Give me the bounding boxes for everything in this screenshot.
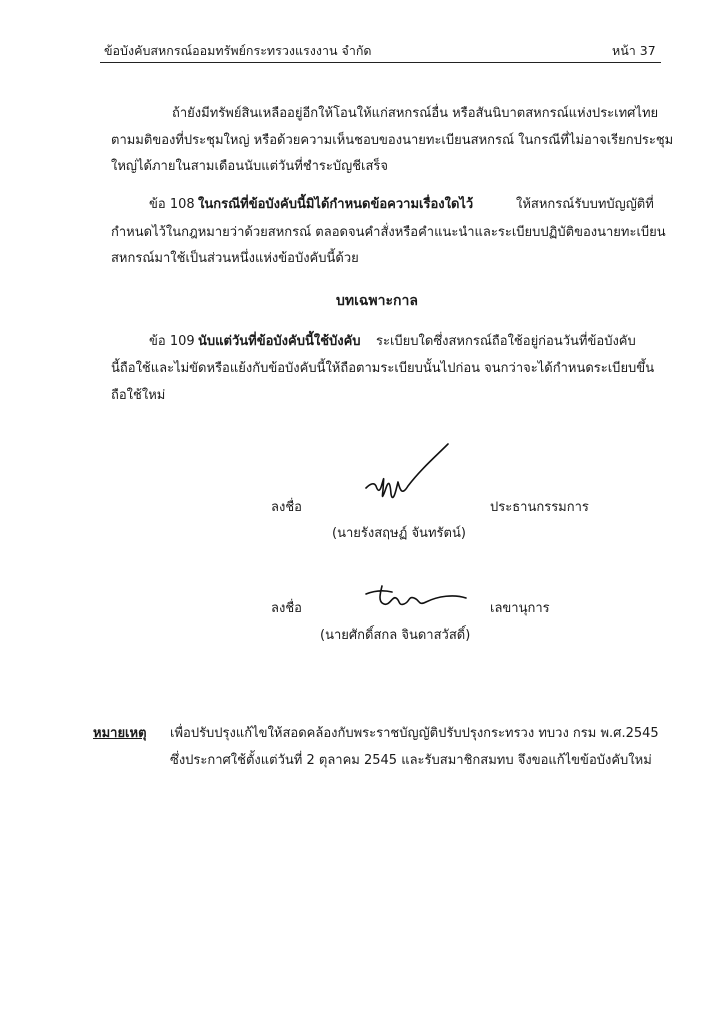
signature-2-handwriting bbox=[362, 580, 472, 616]
para1-line-2: ตามมติของที่ประชุมใหญ่ หรือด้วยความเห็นชอบของนายทะเบียนสหกรณ์ ในกรณีที่ไม่อาจเรียกประชุม bbox=[111, 133, 674, 148]
signature-2-label: ลงชื่อ bbox=[271, 601, 302, 616]
note-label: หมายเหตุ bbox=[93, 726, 147, 741]
section-108-line-3: สหกรณ์มาใช้เป็นส่วนหนึ่งแห่งข้อบังคับนี้ด้วย bbox=[111, 251, 359, 266]
signature-1-name: (นายรังสฤษฏ์ จันทรัตน์) bbox=[332, 526, 466, 541]
section-108-heading: ในกรณีที่ข้อบังคับนี้มิได้กำหนดข้อความเรื่องใดไว้ bbox=[198, 197, 474, 212]
section-109-heading: นับแต่วันที่ข้อบังคับนี้ใช้บังคับ bbox=[198, 334, 361, 349]
section-108-line-2: กำหนดไว้ในกฎหมายว่าด้วยสหกรณ์ ตลอดจนคำสั่งหรือคำแนะนำและระเบียบปฏิบัติของนายทะเบียน bbox=[111, 225, 666, 240]
page-number: หน้า 37 bbox=[612, 43, 656, 58]
signature-2-position: เลขานุการ bbox=[490, 601, 550, 616]
note-line-2: ซึ่งประกาศใช้ตั้งแต่วันที่ 2 ตุลาคม 2545 และรับสมาชิกสมทบ จึงขอแก้ไขข้อบังคับใหม่ bbox=[170, 753, 652, 768]
signature-1-position: ประธานกรรมการ bbox=[490, 500, 589, 515]
para1-line-1: ถ้ายังมีทรัพย์สินเหลืออยู่อีกให้โอนให้แก่สหกรณ์อื่น หรือสันนิบาตสหกรณ์แห่งประเทศไทย bbox=[172, 106, 659, 121]
signature-1-label: ลงชื่อ bbox=[271, 500, 302, 515]
header-rule bbox=[100, 62, 661, 63]
para1-line-3: ใหญ่ได้ภายในสามเดือนนับแต่วันที่ชำระบัญชีเสร็จ bbox=[111, 159, 389, 174]
chapter-title: บทเฉพาะกาล bbox=[336, 293, 418, 309]
section-108-number: ข้อ 108 bbox=[149, 197, 195, 212]
section-109-number: ข้อ 109 bbox=[149, 334, 195, 349]
signature-1-handwriting bbox=[360, 440, 460, 510]
section-109-line-1-rest: ระเบียบใดซึ่งสหกรณ์ถือใช้อยู่ก่อนวันที่ข้อบังคับ bbox=[376, 334, 636, 349]
signature-2-name: (นายศักดิ์สกล จินดาสวัสดิ์) bbox=[320, 628, 471, 643]
note-line-1: เพื่อปรับปรุงแก้ไขให้สอดคล้องกับพระราชบัญญัติปรับปรุงกระทรวง ทบวง กรม พ.ศ.2545 bbox=[170, 726, 659, 741]
section-109-line-3: ถือใช้ใหม่ bbox=[111, 388, 166, 403]
document-header-title: ข้อบังคับสหกรณ์ออมทรัพย์กระทรวงแรงงาน จำกัด bbox=[104, 43, 372, 58]
section-109-line-2: นี้ถือใช้และไม่ขัดหรือแย้งกับข้อบังคับนี้ให้ถือตามระเบียบนั้นไปก่อน จนกว่าจะได้กำหนดระเบียบขึ้น bbox=[111, 361, 655, 376]
section-108-line-1-rest: ให้สหกรณ์รับบทบัญญัติที่ bbox=[516, 197, 654, 212]
